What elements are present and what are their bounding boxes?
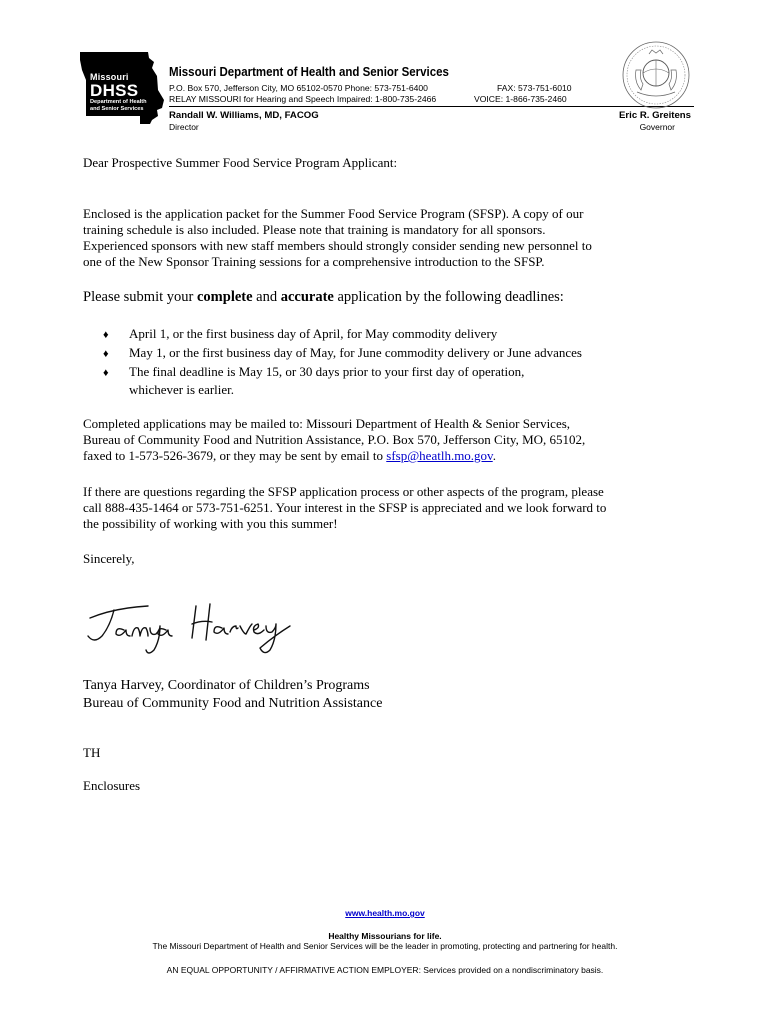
website-link[interactable]: www.health.mo.gov [345, 908, 425, 918]
closing: Sincerely, [83, 551, 135, 566]
fax-number: FAX: 573-751-6010 [497, 83, 572, 93]
diamond-bullet-icon: ♦ [103, 367, 109, 379]
intro-line: one of the New Sponsor Training sessions for a comprehensive introduction to the SFSP. [83, 254, 545, 269]
deadline-heading: Please submit your complete and accurate application by the following deadlines: [83, 289, 564, 305]
intro-line: Experienced sponsors with new staff members should strongly consider sending new personnel to [83, 238, 592, 253]
diamond-bullet-icon: ♦ [103, 348, 109, 360]
footer-motto: Healthy Missourians for life. [328, 931, 442, 941]
director-title: Director [169, 122, 199, 132]
diamond-bullet-icon: ♦ [103, 329, 109, 341]
relay-number: RELAY MISSOURI for Hearing and Speech Impaired: 1-800-735-2466 [169, 94, 437, 104]
state-seal-icon [621, 40, 691, 110]
questions-paragraph: If there are questions regarding the SFSP application process or other aspects of the program, please call 888-435-1464 or 573-751-6251. Your interest in the SFSP is appreciated and we look forward to the possibility of working with you this summer! [83, 484, 607, 531]
intro-line: training schedule is also included. Please note that training is mandatory for all sponsors. [83, 222, 546, 237]
typist-initials: TH [83, 745, 101, 760]
mailing-paragraph: Completed applications may be mailed to: Missouri Department of Health & Senior Services, Bureau of Community Food and Nutrition Assistance, P.O. Box 570, Jefferson City, MO, 65102, faxed to 1-573-526-3679, or they may be sent by email to sfsp@heatlh.mo.gov. [83, 416, 586, 463]
enclosures-note: Enclosures [83, 778, 141, 793]
email-link[interactable]: sfsp@heatlh.mo.gov [386, 448, 493, 463]
footer-mission: The Missouri Department of Health and Senior Services will be the leader in promoting, protecting and partnering for health. [152, 941, 618, 951]
signer-bureau: Bureau of Community Food and Nutrition Assistance [83, 696, 383, 711]
footer-eeo-statement: AN EQUAL OPPORTUNITY / AFFIRMATIVE ACTION EMPLOYER: Services provided on a nondiscriminatory basis. [166, 965, 604, 975]
accurate-emphasis: accurate [280, 289, 334, 305]
deadline-item-continuation: whichever is earlier. [129, 382, 235, 397]
deadline-item: ♦ The final deadline is May 15, or 30 days prior to your first day of operation, [103, 364, 525, 379]
department-name: Missouri Department of Health and Senior Services [169, 65, 449, 79]
governor-name: Eric R. Greitens [619, 110, 691, 121]
intro-paragraph [83, 206, 663, 270]
logo-lettering: Missouri DHSS Department of Health and Senior Services [90, 72, 147, 112]
signer-name: Tanya Harvey, Coordinator of Children’s Programs [83, 678, 370, 693]
salutation: Dear Prospective Summer Food Service Program Applicant: [83, 155, 398, 170]
deadline-item: ♦ April 1, or the first business day of April, for May commodity delivery [103, 326, 498, 341]
deadline-item: ♦ May 1, or the first business day of May, for June commodity delivery or June advances [103, 345, 582, 360]
complete-emphasis: complete [196, 289, 253, 305]
letterhead-divider [169, 106, 694, 107]
address-phone: P.O. Box 570, Jefferson City, MO 65102-0570 Phone: 573-751-6400 [169, 83, 428, 93]
governor-title: Governor [639, 122, 675, 132]
director-name: Randall W. Williams, MD, FACOG [169, 110, 319, 121]
voice-number: VOICE: 1-866-735-2460 [474, 94, 567, 104]
handwritten-signature [84, 596, 294, 658]
intro-line: Enclosed is the application packet for the Summer Food Service Program (SFSP). A copy of our [83, 206, 584, 221]
